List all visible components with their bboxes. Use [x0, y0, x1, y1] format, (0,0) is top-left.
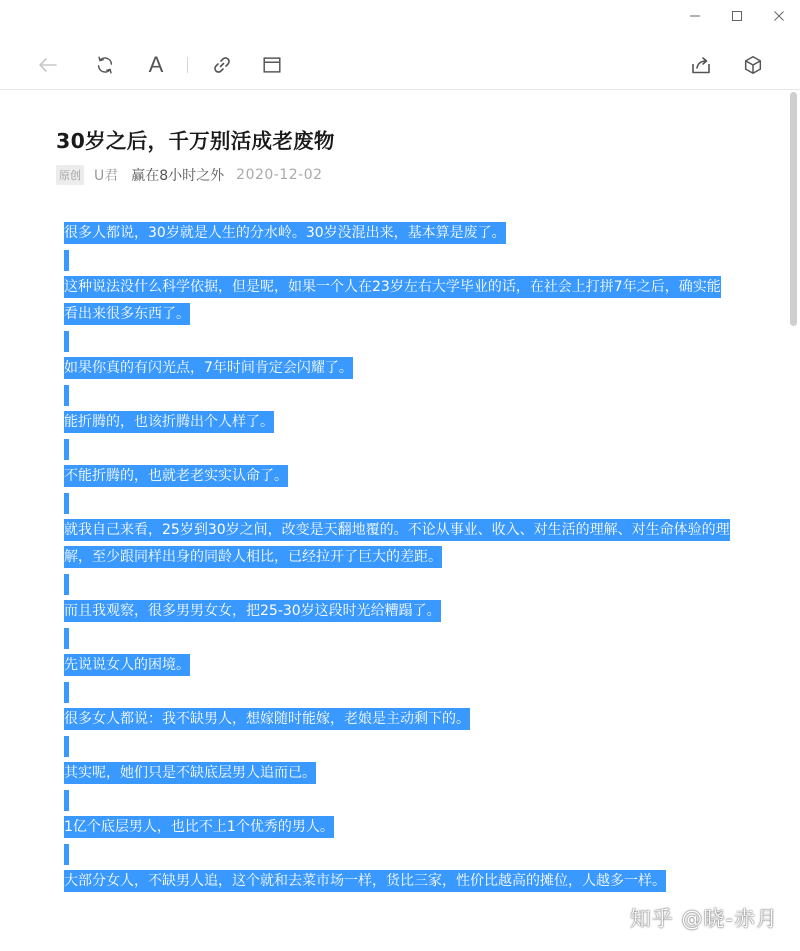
- publish-date: 2020-12-02: [236, 167, 323, 183]
- paragraph: [64, 706, 734, 733]
- paragraph-gap: [64, 490, 734, 517]
- paragraph: [64, 409, 734, 436]
- paragraph: [64, 598, 734, 625]
- paragraph: [64, 274, 734, 328]
- paragraph-text: 而且我观察，很多男男女女，把25-30岁这段时光给糟蹋了。: [64, 600, 441, 622]
- refresh-button[interactable]: [87, 40, 123, 90]
- author-name[interactable]: U君: [94, 168, 119, 184]
- account-name[interactable]: 赢在8小时之外: [131, 168, 225, 184]
- maximize-icon: [731, 10, 743, 22]
- paragraph-gap: [64, 571, 734, 598]
- paragraph: [64, 220, 734, 247]
- minimize-button[interactable]: [674, 0, 716, 32]
- article-body: [64, 220, 734, 895]
- paragraph: [64, 355, 734, 382]
- selection-marker: [64, 682, 69, 703]
- paragraph-gap: [64, 841, 734, 868]
- selection-marker: [64, 736, 69, 757]
- paragraph: [64, 517, 734, 571]
- font-size-icon: A: [148, 52, 164, 77]
- paragraph-text: 这种说法没什么科学依据，但是呢，如果一个人在23岁左右大学毕业的话，在社会上打拼7年之后，确实能看出来很多东西了。: [64, 276, 721, 325]
- selection-marker: [64, 385, 69, 406]
- paragraph: [64, 814, 734, 841]
- paragraph-text: 能折腾的，也该折腾出个人样了。: [64, 411, 274, 433]
- paragraph: [64, 463, 734, 490]
- paragraph: [64, 760, 734, 787]
- paragraph-text: 1亿个底层男人，也比不上1个优秀的男人。: [64, 816, 334, 838]
- paragraph: [64, 652, 734, 679]
- paragraph-text: 就我自己来看，25岁到30岁之间，改变是天翻地覆的。不论从事业、收入、对生活的理解、对生命体验的理解，至少跟同样出身的同龄人相比，已经拉开了巨大的差距。: [64, 519, 730, 568]
- selection-marker: [64, 574, 69, 595]
- maximize-button[interactable]: [716, 0, 758, 32]
- watermark: 知乎 @晓-赤月: [629, 907, 778, 931]
- link-icon: [210, 53, 234, 77]
- article-title: 30岁之后，千万别活成老废物: [56, 129, 335, 153]
- selection-marker: [64, 844, 69, 865]
- paragraph-text: 大部分女人，不缺男人追，这个就和去菜市场一样，货比三家，性价比越高的摊位，人越多一样。: [64, 870, 666, 892]
- font-button[interactable]: [138, 40, 174, 90]
- minimize-icon: [689, 10, 701, 22]
- selection-marker: [64, 628, 69, 649]
- window-controls: [674, 0, 800, 32]
- share-button[interactable]: [683, 40, 719, 90]
- paragraph-gap: [64, 247, 734, 274]
- paragraph-text: 很多人都说，30岁就是人生的分水岭。30岁没混出来，基本算是废了。: [64, 222, 506, 244]
- share-icon: [689, 53, 713, 77]
- paragraph: [64, 868, 734, 895]
- cube-button[interactable]: [735, 40, 771, 90]
- window-icon: [261, 54, 283, 76]
- scrollbar-thumb[interactable]: [790, 92, 797, 326]
- close-button[interactable]: [758, 0, 800, 32]
- article: [0, 90, 786, 951]
- arrow-left-icon: [36, 53, 60, 77]
- vertical-scrollbar[interactable]: [786, 90, 800, 951]
- selection-marker: [64, 331, 69, 352]
- paragraph-text: 很多女人都说：我不缺男人，想嫁随时能嫁，老娘是主动剩下的。: [64, 708, 470, 730]
- paragraph-gap: [64, 679, 734, 706]
- paragraph-gap: [64, 733, 734, 760]
- original-badge: 原创: [56, 165, 84, 185]
- paragraph-gap: [64, 787, 734, 814]
- cube-icon: [742, 54, 764, 76]
- selection-marker: [64, 493, 69, 514]
- copy-link-button[interactable]: [204, 40, 240, 90]
- refresh-icon: [94, 54, 116, 76]
- toolbar: [0, 40, 800, 90]
- close-icon: [773, 10, 785, 22]
- paragraph-gap: [64, 382, 734, 409]
- selection-marker: [64, 439, 69, 460]
- open-in-browser-button[interactable]: [254, 40, 290, 90]
- paragraph-text: 如果你真的有闪光点，7年时间肯定会闪耀了。: [64, 357, 353, 379]
- paragraph-text: 其实呢，她们只是不缺底层男人追而已。: [64, 762, 316, 784]
- toolbar-separator: [187, 57, 188, 73]
- selection-marker: [64, 250, 69, 271]
- paragraph-text: 先说说女人的困境。: [64, 654, 190, 676]
- article-meta: [56, 165, 323, 185]
- paragraph-gap: [64, 625, 734, 652]
- paragraph-gap: [64, 436, 734, 463]
- selection-marker: [64, 790, 69, 811]
- back-button[interactable]: [30, 40, 66, 90]
- paragraph-text: 不能折腾的，也就老老实实认命了。: [64, 465, 288, 487]
- paragraph-gap: [64, 328, 734, 355]
